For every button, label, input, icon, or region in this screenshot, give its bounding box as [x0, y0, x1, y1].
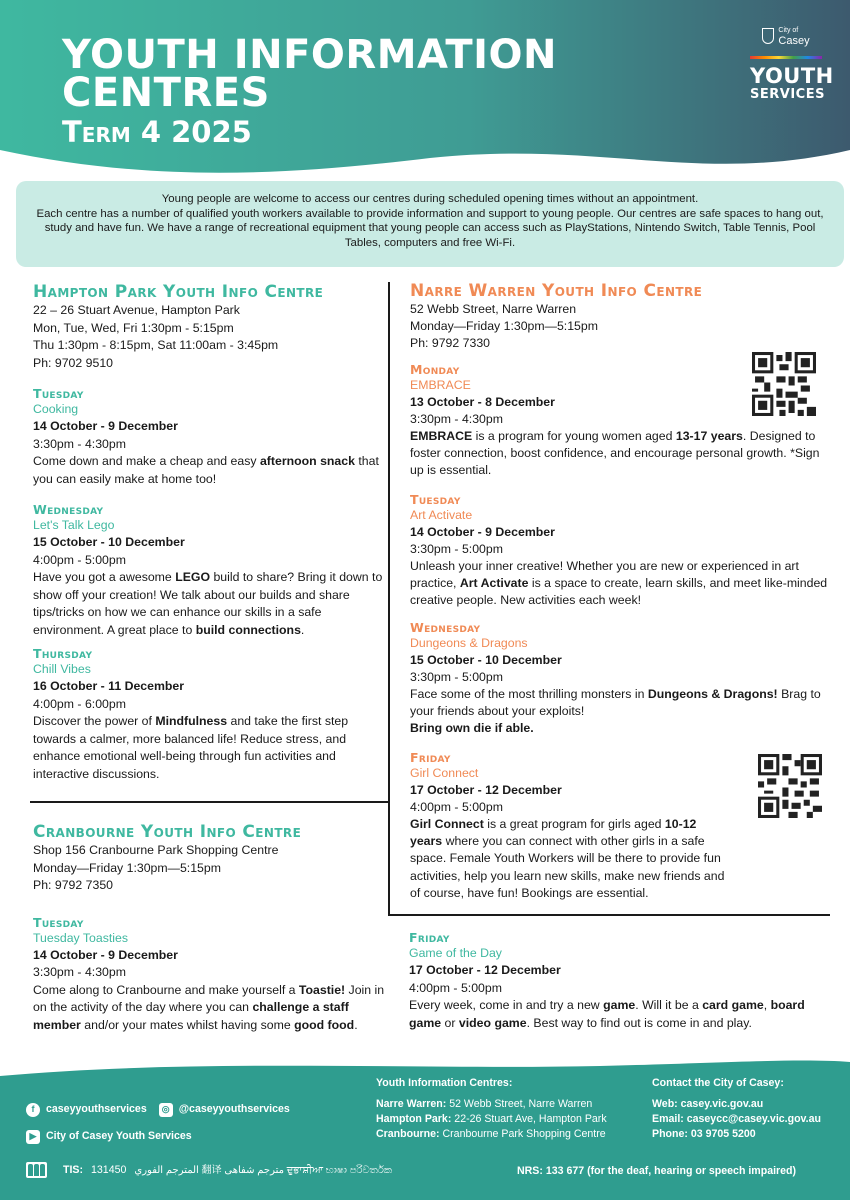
facebook-icon: f — [26, 1103, 40, 1117]
program-activity: Tuesday Toasties — [33, 930, 129, 945]
header — [0, 0, 850, 190]
embrace-qr-code[interactable] — [752, 352, 816, 416]
program-dates: 14 October - 9 December — [33, 947, 178, 962]
facebook-link[interactable] — [26, 1102, 147, 1117]
rainbow-stripe — [750, 56, 822, 59]
program-day: Friday — [410, 749, 451, 765]
program-description: Girl Connect is a great program for girls aged 10-12 years where you can connect with other girls in a safe space. Female Youth Workers will be there to provide fun activities, help you learn new skills, make new friends and of course, have fun! Bookings are essential. — [410, 817, 725, 900]
narre-address: 52 Webb Street, Narre Warren — [410, 302, 577, 316]
cranbourne-address: Cranbourne: Cranbourne Park Shopping Centre — [376, 1128, 606, 1140]
left-section-divider — [30, 801, 390, 803]
column-divider — [388, 282, 390, 802]
program-day: Friday — [409, 930, 450, 945]
program-time: 3:30pm - 4:30pm — [33, 965, 126, 979]
youth-services-logo — [750, 26, 834, 102]
casey-shield-icon — [762, 28, 774, 44]
cranbourne-hours: Monday—Friday 1:30pm—5:15pm — [33, 860, 221, 875]
program-day: Tuesday — [33, 914, 84, 930]
program-day: Wednesday — [410, 619, 481, 635]
program-dates: 17 October - 12 December — [410, 782, 562, 797]
program-day: Wednesday — [33, 502, 104, 517]
title-line-2: CENTRES — [62, 70, 270, 116]
phone-number: Phone: 03 9705 5200 — [652, 1128, 756, 1140]
program-description: Come along to Cranbourne and make yourself a Toastie! Join in on the activity of the day where you can challenge a staff member and/or your mates whilst having some good food. — [33, 982, 385, 1032]
program-description: Every week, come in and try a new game. Will it be a card game, board game or video game. Best way to find out is come in and play. — [409, 998, 805, 1030]
title-line-1: YOUTH INFORMATION — [62, 32, 558, 78]
logo-services: SERVICES — [750, 87, 825, 102]
instagram-link[interactable] — [159, 1102, 290, 1117]
program-activity: Cooking — [33, 402, 79, 416]
hampton-address: 22 – 26 Stuart Avenue, Hampton Park — [33, 303, 240, 317]
narre-warren-address: Narre Warren: 52 Webb Street, Narre Warren — [376, 1098, 593, 1110]
term-label: Term 4 2025 — [62, 115, 252, 149]
intro-line-2: Each centre has a number of qualified youth workers available to provide information and support to young people. Our centres are safe spaces to hang out, study and have fun. We have a range of recreational equipment that young people can access such as PlayStations, Nintendo Switch, Table Tennis, Pool Tables, computers and free Wi-Fi. — [36, 207, 824, 249]
narre-title: Narre Warren Youth Info Centre — [410, 281, 703, 301]
program-time: 4:00pm - 5:00pm — [410, 799, 503, 814]
program-dates: 17 October - 12 December — [409, 963, 561, 977]
centres-heading: Youth Information Centres: — [376, 1077, 513, 1089]
contact-block — [652, 1076, 821, 1142]
footer — [0, 1058, 850, 1200]
program-activity: Chill Vibes — [33, 662, 91, 676]
intro-line-1: Young people are welcome to access our centres during scheduled opening times without an appointment. — [161, 193, 699, 205]
program-activity: EMBRACE — [410, 377, 471, 392]
program-day: Monday — [410, 361, 460, 377]
program-activity: Dungeons & Dragons — [410, 635, 528, 650]
narre-phone: Ph: 9792 7330 — [410, 336, 491, 351]
title-block — [62, 32, 558, 150]
program-time: 4:00pm - 6:00pm — [33, 696, 126, 711]
email-link[interactable]: Email: caseycc@casey.vic.gov.au — [652, 1113, 821, 1125]
program-description: Unleash your inner creative! Whether you are new or experienced in art practice, Art Activate is a space to create, learn skills, and meet like-minded creative people. New activities each week! — [410, 559, 828, 608]
program-time: 3:30pm - 4:30pm — [33, 436, 126, 451]
instagram-handle: @caseyyouthservices — [178, 1103, 290, 1115]
cranbourne-address: Shop 156 Cranbourne Park Shopping Centre — [33, 843, 279, 857]
instagram-icon: ◎ — [159, 1103, 173, 1117]
intro-box — [16, 181, 844, 267]
tis-number: 131450 — [91, 1163, 127, 1176]
tis-block — [26, 1162, 392, 1178]
program-description: Face some of the most thrilling monsters in Dungeons & Dragons! Brag to your friends about your exploits! Bring own die if able. — [410, 687, 821, 736]
program-description: EMBRACE is a program for young women aged 13-17 years. Designed to foster connection, boost confidence, and encourage personal growth. *Sign up is essential. — [410, 429, 820, 478]
program-description: Discover the power of Mindfulness and take the first step towards a calmer, more balanced life! Reduce stress, and enhance emotional well-being through fun activities and interactive discussions. — [33, 714, 349, 781]
program-time: 4:00pm - 5:00pm — [409, 980, 502, 995]
nrs-info: NRS: 133 677 (for the deaf, hearing or speech impaired) — [517, 1165, 797, 1177]
cranbourne-section — [33, 822, 385, 1034]
program-description: Come down and make a cheap and easy afternoon snack that you can easily make at home too! — [33, 454, 379, 486]
facebook-handle: caseyyouthservices — [46, 1103, 147, 1115]
hampton-park-address: Hampton Park: 22-26 Stuart Ave, Hampton Park — [376, 1113, 607, 1125]
contact-heading: Contact the City of Casey: — [652, 1077, 784, 1089]
program-activity: Art Activate — [410, 507, 473, 522]
cranbourne-title: Cranbourne Youth Info Centre — [33, 822, 302, 842]
cranbourne-phone: Ph: 9792 7350 — [33, 878, 114, 892]
program-time: 3:30pm - 4:30pm — [410, 411, 503, 426]
girl-connect-qr-code[interactable] — [758, 754, 822, 818]
program-dates: 13 October - 8 December — [410, 394, 555, 409]
program-activity: Game of the Day — [409, 946, 502, 960]
tis-languages: المترجم الفوري 翻译 مترجم شفاهی ਦੁਭਾਸ਼ੀਆ භාෂා පරිවර්තක — [134, 1164, 393, 1176]
centres-block — [376, 1076, 607, 1142]
youtube-channel: City of Casey Youth Services — [46, 1130, 192, 1142]
hampton-hours-1: Mon, Tue, Wed, Fri 1:30pm - 5:15pm — [33, 320, 234, 335]
youtube-icon: ▶ — [26, 1130, 40, 1144]
program-dates: 14 October - 9 December — [33, 419, 178, 433]
narre-divider-horizontal — [388, 914, 830, 916]
interpreter-icon — [26, 1162, 47, 1178]
program-dates: 15 October - 10 December — [410, 652, 562, 667]
youtube-link[interactable] — [26, 1129, 290, 1144]
program-activity: Girl Connect — [410, 765, 479, 780]
city-of-casey-logo — [750, 26, 822, 46]
program-time: 3:30pm - 5:00pm — [410, 669, 503, 684]
program-time: 4:00pm - 5:00pm — [33, 552, 126, 567]
logo-city-small: City of — [778, 27, 799, 34]
program-description: Have you got a awesome LEGO build to share? Bring it down to show off your creation! We talk about our builds and share tips/tricks on how we can enhance our skills in a safe environment. A great place to build connections. — [33, 570, 383, 637]
logo-city: Casey — [778, 35, 810, 47]
hampton-phone: Ph: 9702 9510 — [33, 355, 114, 370]
program-activity: Let's Talk Lego — [33, 518, 115, 532]
hampton-hours-2: Thu 1:30pm - 8:15pm, Sat 11:00am - 3:45pm — [33, 338, 279, 352]
logo-youth: YOUTH — [750, 64, 834, 88]
game-of-the-day-section — [409, 923, 839, 1032]
program-dates: 15 October - 10 December — [33, 535, 185, 549]
program-day: Thursday — [33, 646, 93, 661]
narre-hours: Monday—Friday 1:30pm—5:15pm — [410, 319, 598, 334]
web-link[interactable]: Web: casey.vic.gov.au — [652, 1098, 764, 1110]
program-dates: 14 October - 9 December — [410, 524, 555, 539]
program-day: Tuesday — [33, 386, 84, 401]
tis-label: TIS: — [63, 1163, 84, 1176]
social-block — [26, 1102, 290, 1144]
narre-divider-vertical — [388, 802, 390, 916]
hampton-park-section — [33, 282, 385, 783]
program-day: Tuesday — [410, 491, 461, 507]
hampton-title: Hampton Park Youth Info Centre — [33, 282, 324, 302]
program-dates: 16 October - 11 December — [33, 679, 185, 693]
program-time: 3:30pm - 5:00pm — [410, 541, 503, 556]
